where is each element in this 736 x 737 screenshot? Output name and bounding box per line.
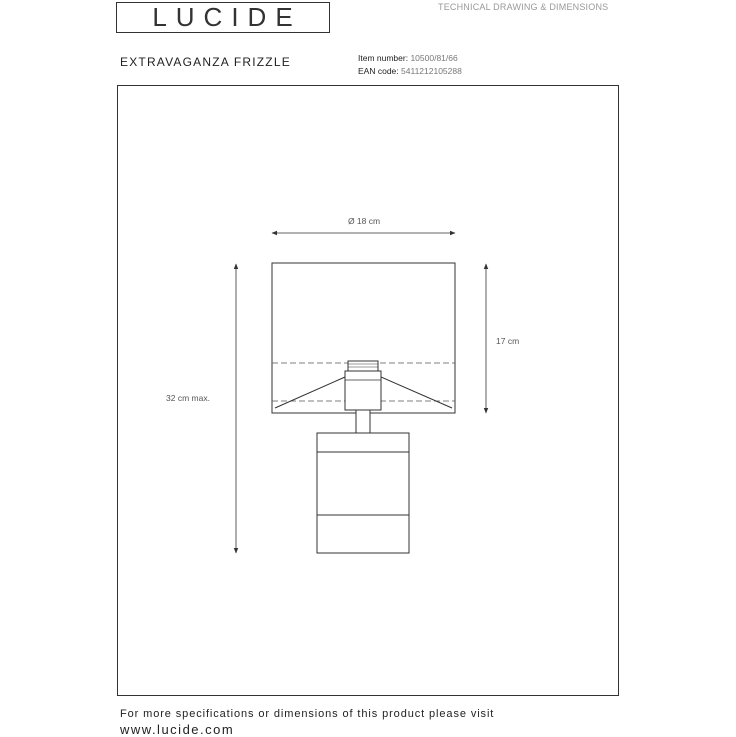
support-strut-left — [275, 377, 345, 408]
lamp-stem — [356, 410, 370, 433]
socket-cap — [348, 361, 378, 371]
shade-height-label: 17 cm — [496, 336, 520, 346]
item-number-value: 10500/81/66 — [410, 53, 458, 63]
diameter-label: Ø 18 cm — [347, 216, 381, 226]
total-height-label: 32 cm max. — [166, 393, 210, 403]
ean-label: EAN code: — [358, 66, 399, 76]
socket-body — [345, 371, 381, 410]
ean-value: 5411212105288 — [401, 66, 462, 76]
lamp-base — [317, 433, 409, 553]
footer-url[interactable]: www.lucide.com — [120, 722, 235, 737]
item-number-label: Item number: — [358, 53, 409, 63]
support-strut-right — [381, 377, 452, 408]
product-name: EXTRAVAGANZA FRIZZLE — [120, 55, 291, 69]
footer-text: For more specifications or dimensions of this product please visit — [120, 708, 495, 720]
header-label: TECHNICAL DRAWING & DIMENSIONS — [438, 2, 609, 12]
logo-text: LUCIDE — [152, 2, 302, 32]
